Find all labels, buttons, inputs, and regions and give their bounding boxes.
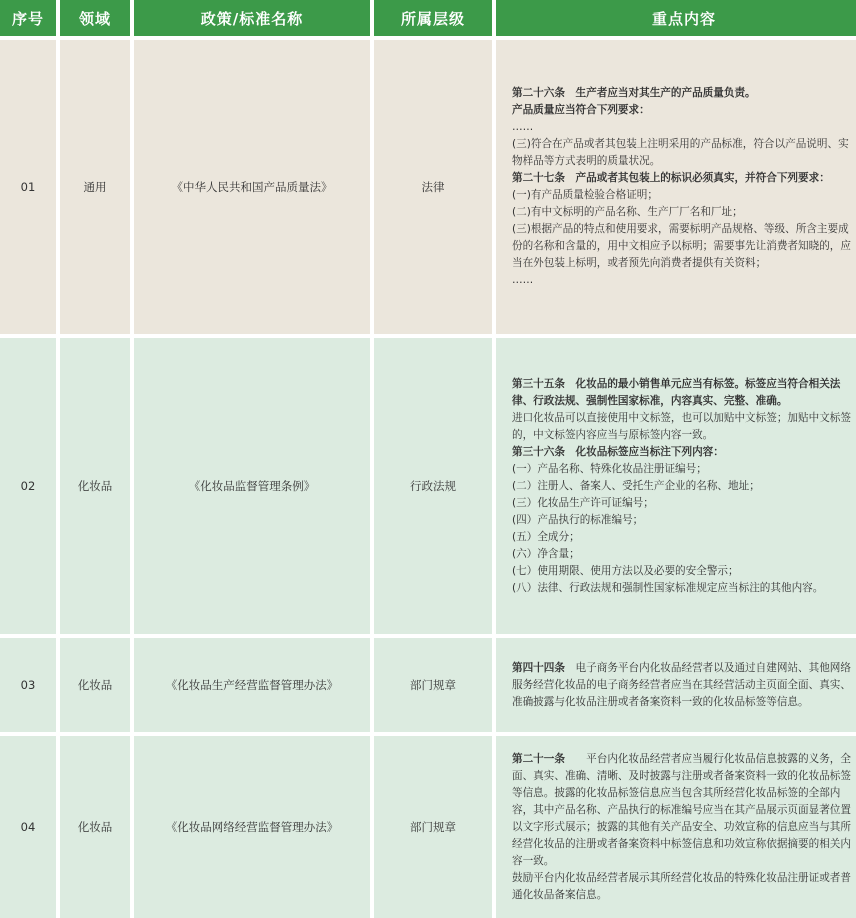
row-4-content [496, 736, 856, 918]
content-text: …… [512, 121, 534, 133]
content-text: 第三十五条 化妆品的最小销售单元应当有标签。标签应当符合相关法律、行政法规、强制性国家标准，内容真实、完整、准确。 [512, 377, 841, 407]
row-1-level: 法律 [374, 40, 492, 334]
content-paragraph [512, 478, 856, 495]
row-4-level: 部门规章 [374, 736, 492, 918]
content-text: 第三十六条 化妆品标签应当标注下列内容： [512, 445, 724, 458]
content-paragraph [512, 187, 856, 204]
content-block [512, 660, 856, 711]
header-level: 所属层级 [374, 0, 492, 36]
content-paragraph [512, 512, 856, 529]
content-paragraph [512, 580, 856, 597]
row-2-policy: 《化妆品监督管理条例》 [134, 338, 370, 634]
content-paragraph [512, 410, 856, 444]
content-text: (四）产品执行的标准编号； [512, 513, 644, 526]
content-text: (一)有产品质量检验合格证明； [512, 189, 658, 201]
content-text-rest: 平台内化妆品经营者应当履行化妆品信息披露的义务，全面、真实、准确、清晰、及时披露与注册或者备案资料一致的化妆品标签等信息。披露的化妆品标签信息应当包含其所经营化妆品标签的全部内容，其中产品名称、产品执行的标准编号应当在其产品展示页面显著位置以文字形式展示；披露的其他有关产品安全、功效宣称的信息应当与其所经营化妆品的注册或者备案资料中标签信息和功效宣称依据摘要的相关内容一致。 [512, 752, 851, 867]
content-text: 第二十六条 生产者应当对其生产的产品质量负责。 [512, 87, 756, 99]
header-content: 重点内容 [496, 0, 856, 36]
content-text: (三）化妆品生产许可证编号； [512, 496, 654, 509]
content-block [512, 751, 856, 904]
content-paragraph [512, 563, 856, 580]
content-paragraph [512, 102, 856, 119]
row-1-no: 01 [0, 40, 56, 334]
header-domain: 领域 [60, 0, 130, 36]
content-paragraph [512, 204, 856, 221]
row-3-level: 部门规章 [374, 638, 492, 732]
content-text: 产品质量应当符合下列要求： [512, 104, 650, 116]
content-text: …… [512, 274, 534, 286]
content-text: (八）法律、行政法规和强制性国家标准规定应当标注的其他内容。 [512, 581, 824, 594]
content-text: (六）净含量； [512, 547, 580, 560]
row-2-domain: 化妆品 [60, 338, 130, 634]
row-4-policy: 《化妆品网络经营监督管理办法》 [134, 736, 370, 918]
content-block [512, 85, 856, 289]
row-3-domain: 化妆品 [60, 638, 130, 732]
row-1-domain: 通用 [60, 40, 130, 334]
content-paragraph [512, 85, 856, 102]
content-text: (二）注册人、备案人、受托生产企业的名称、地址； [512, 479, 760, 492]
row-3-policy: 《化妆品生产经营监督管理办法》 [134, 638, 370, 732]
content-text: (二)有中文标明的产品名称、生产厂厂名和厂址； [512, 206, 743, 218]
row-2-level: 行政法规 [374, 338, 492, 634]
row-1-policy: 《中华人民共和国产品质量法》 [134, 40, 370, 334]
content-paragraph [512, 444, 856, 461]
row-2-no: 02 [0, 338, 56, 634]
row-4-no: 04 [0, 736, 56, 918]
content-paragraph [512, 119, 856, 136]
content-paragraph [512, 546, 856, 563]
row-4-domain: 化妆品 [60, 736, 130, 918]
content-paragraph [512, 461, 856, 478]
content-paragraph [512, 495, 856, 512]
content-paragraph [512, 170, 856, 187]
row-3-no: 03 [0, 638, 56, 732]
content-paragraph [512, 221, 856, 272]
content-paragraph [512, 376, 856, 410]
content-text: (七）使用期限、使用方法以及必要的安全警示； [512, 564, 739, 577]
header-no: 序号 [0, 0, 56, 36]
content-text: 鼓励平台内化妆品经营者展示其所经营化妆品的特殊化妆品注册证或者普通化妆品备案信息。 [512, 871, 851, 901]
content-paragraph [512, 870, 856, 904]
content-paragraph [512, 272, 856, 289]
content-paragraph [512, 660, 856, 711]
content-paragraph [512, 136, 856, 170]
content-text: (三)根据产品的特点和使用要求，需要标明产品规格、等级、所含主要成份的名称和含量的，用中文相应予以标明；需要事先让消费者知晓的，应当在外包装上标明，或者预先向消费者提供有关资料； [512, 223, 851, 269]
content-block [512, 376, 856, 597]
content-text: (三)符合在产品或者其包装上注明采用的产品标准，符合以产品说明、实物样品等方式表明的质量状况。 [512, 138, 849, 167]
content-text: 进口化妆品可以直接使用中文标签，也可以加贴中文标签；加贴中文标签的，中文标签内容应当与原标签内容一致。 [512, 411, 851, 441]
content-text-rest: 电子商务平台内化妆品经营者以及通过自建网站、其他网络服务经营化妆品的电子商务经营者应当在其经营活动主页面全面、真实、准确披露与化妆品注册或者备案资料一致的化妆品标签等信息。 [512, 661, 851, 708]
content-paragraph [512, 529, 856, 546]
content-text: 第二十一条 [512, 752, 565, 765]
header-policy: 政策/标准名称 [134, 0, 370, 36]
content-text: 第二十七条 产品或者其包装上的标识必须真实，并符合下列要求： [512, 172, 830, 184]
content-text: (一）产品名称、特殊化妆品注册证编号； [512, 462, 707, 475]
content-paragraph [512, 751, 856, 870]
content-text: (五）全成分； [512, 530, 580, 543]
row-3-content [496, 638, 856, 732]
content-text: 第四十四条 [512, 661, 565, 674]
row-2-content [496, 338, 856, 634]
row-1-content [496, 40, 856, 334]
